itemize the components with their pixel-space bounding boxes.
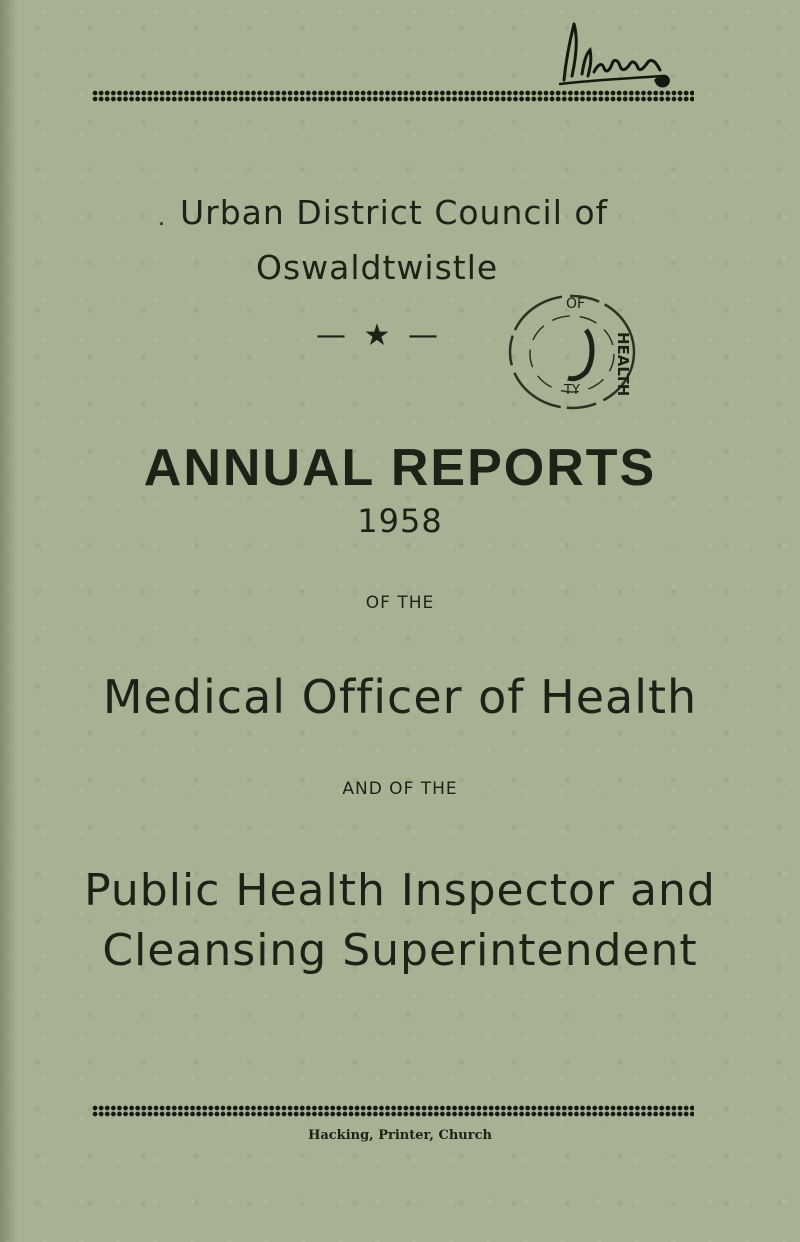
and-of-the-caption: AND OF THE: [342, 779, 458, 799]
inspector-title-line-1: Public Health Inspector and: [84, 865, 716, 916]
star-separator: — ★ —: [316, 318, 442, 353]
council-title-line-1: Urban District Council of: [180, 193, 609, 232]
stamp-text-bottom: TY: [564, 383, 580, 398]
stamp-text-right: HEALTH: [614, 332, 632, 397]
handwritten-signature: [552, 10, 682, 98]
printer-imprint: Hacking, Printer, Church: [308, 1128, 492, 1143]
medical-officer-title: Medical Officer of Health: [102, 670, 698, 724]
bottom-dotted-rule: [92, 1105, 694, 1117]
title-dot: .: [158, 206, 165, 231]
report-year: 1958: [357, 502, 443, 540]
spine-shadow: [0, 0, 18, 1242]
health-department-stamp: [490, 282, 650, 422]
annual-reports-heading: ANNUAL REPORTS: [143, 439, 657, 497]
council-title-line-2: Oswaldtwistle: [256, 248, 499, 287]
of-the-caption: OF THE: [365, 593, 435, 613]
stamp-text-top: OF: [566, 296, 586, 312]
top-dotted-rule: [92, 90, 694, 102]
inspector-title-line-2: Cleansing Superintendent: [102, 925, 698, 976]
